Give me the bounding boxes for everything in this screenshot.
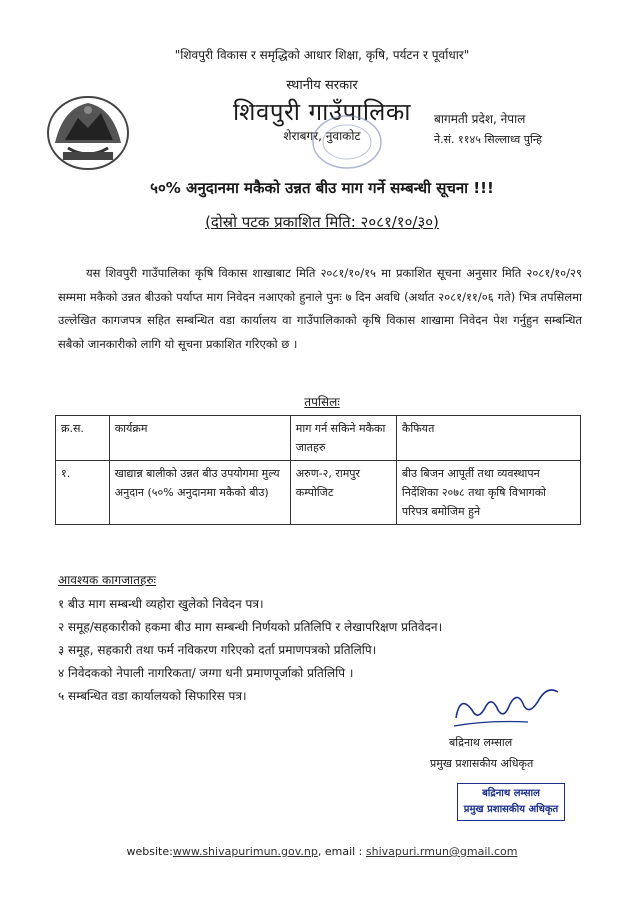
list-item: ५ सम्बन्धित वडा कार्यालयको सिफारिस पत्र। xyxy=(58,689,247,703)
email-label: email : xyxy=(324,845,366,858)
column-header: कैफियत xyxy=(396,416,580,461)
municipality-name: शिवपुरी गाउँपालिका xyxy=(232,98,412,126)
list-item: २ समूह/सहकारीको हकमा बीउ माग सम्बन्धी निर्णयको प्रतिलिपि र लेखापरिक्षण प्रतिवेदन। xyxy=(58,620,443,634)
government-label: स्थानीय सरकार xyxy=(286,78,358,93)
list-item: ४ निवेदकको नेपाली नागरिकता/ जग्गा धनी प्रमाणपूर्जाको प्रतिलिपि । xyxy=(58,666,354,680)
column-header: कार्यक्रम xyxy=(109,416,290,461)
list-item: ३ समूह, सहकारी तथा फर्म नविकरण गरिएको दर्ता प्रमाणपत्रको प्रतिलिपि। xyxy=(58,643,377,657)
row-serial: १. xyxy=(56,461,110,525)
table-header-row xyxy=(56,416,581,461)
province-label: बागमती प्रदेश, नेपाल xyxy=(434,112,526,126)
notice-title: ५०% अनुदानमा मकैको उन्नत बीउ माग गर्ने सम्बन्धी सूचना !!! xyxy=(150,179,494,197)
stamp-title: प्रमुख प्रशासकीय अधिकृत xyxy=(463,804,559,815)
notice-body: यस शिवपुरी गाउँपालिका कृषि विकास शाखाबाट मिति २०८१/१०/१५ मा प्रकाशित सूचना अनुसार मिति २०८१/१०/२९ सम्ममा मकैको उन्नत बीउको पर्याप्त माग निवेदन नआएको हुनाले पुनः ७ दिन अवधि (अर्थात २०८१/११/०६ गते) भित्र तपसिलमा उल्लेखित कागजपत्र सहित सम्बन्धित वडा कार्यालय वा गाउँपालिकाको कृषि विकास शाखामा निवेदन पेश गर्नुहुन सम्बन्धित सबैको जानकारीको लागि यो सूचना प्रकाशित गरिएको छ । xyxy=(58,266,582,351)
office-seal-icon xyxy=(310,112,385,172)
list-item: १ बीउ माग सम्बन्धी व्यहोरा खुलेको निवेदन पत्र। xyxy=(58,597,264,611)
requirements-heading: आवश्यक कागजातहरुः xyxy=(58,573,156,587)
signatory-title: प्रमुख प्रशासकीय अधिकृत xyxy=(430,757,534,770)
official-stamp xyxy=(457,783,565,821)
nepal-sambat-date: ने.सं. ११४५ सिल्लाध्व पुन्हि xyxy=(434,133,542,146)
footer-separator: , xyxy=(317,845,325,858)
signatory-name: बद्रिनाथ लम्साल xyxy=(449,736,513,749)
schedule-table xyxy=(55,415,581,525)
website-label: website: xyxy=(126,845,173,858)
motto: "शिवपुरी विकास र समृद्धिको आधार शिक्षा, कृषि, पर्यटन र पूर्वाधार" xyxy=(174,48,470,62)
row-varieties: अरुण-२, रामपुर कम्पोजिट xyxy=(290,461,396,525)
table-row xyxy=(56,461,581,525)
row-program: खाद्यान्न बालीको उन्नत बीउ उपयोगमा मुल्य अनुदान (५०% अनुदानमा मकैको बीउ) xyxy=(109,461,290,525)
column-header: क्र.स. xyxy=(56,416,110,461)
email-link[interactable]: shivapuri.rmun@gmail.com xyxy=(365,845,518,858)
municipality-address: शेराबगर, नुवाकोट xyxy=(283,129,361,143)
row-remarks: बीउ बिजन आपूर्ती तथा व्यवस्थापन निर्देशिका २०७८ तथा कृषि विभागको परिपत्र बमोजिम हुने xyxy=(396,461,580,525)
stamp-name: बद्रिनाथ लम्साल xyxy=(482,788,540,799)
schedule-heading: तपसिलः xyxy=(304,395,340,409)
column-header: माग गर्न सकिने मकैका जातहरु xyxy=(290,416,396,461)
notice-subtitle: (दोस्रो पटक प्रकाशित मिति: २०८१/१०/३०) xyxy=(205,213,439,231)
signature-icon xyxy=(448,676,568,736)
footer xyxy=(0,845,644,858)
requirements-list xyxy=(58,594,442,709)
website-link[interactable]: www.shivapurimun.gov.np xyxy=(172,845,318,858)
